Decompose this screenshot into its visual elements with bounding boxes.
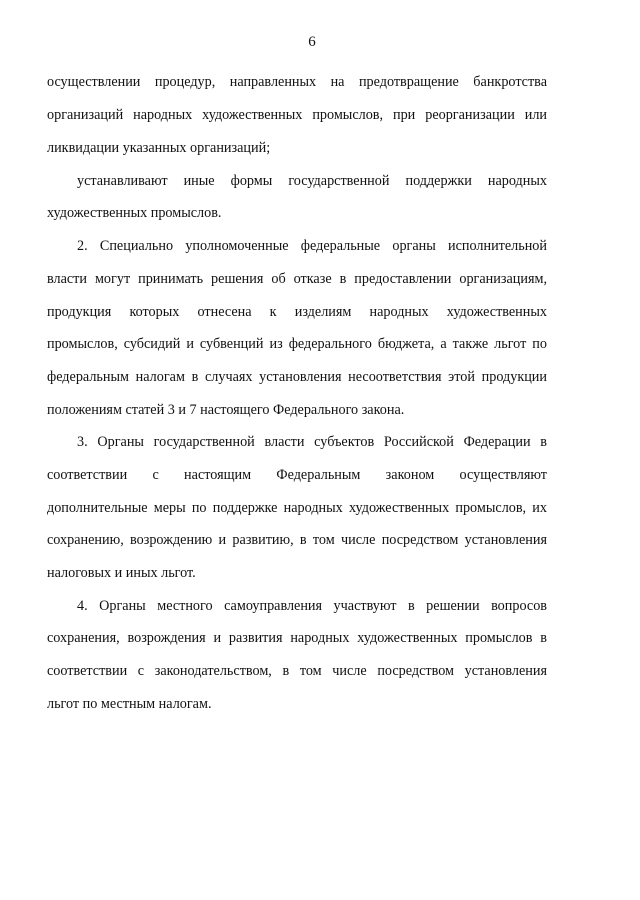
- text-line: 2. Специально уполномоченные федеральные органы исполнительной: [77, 238, 547, 254]
- text-line: промыслов, субсидий и субвенций из федерального бюджета, а также льгот по: [47, 336, 547, 352]
- text-line: продукция которых отнесена к изделиям народных художественных: [47, 304, 547, 320]
- text-line: организаций народных художественных промыслов, при реорганизации или: [47, 107, 547, 123]
- text-line: льгот по местным налогам.: [47, 696, 212, 712]
- text-line: власти могут принимать решения об отказе в предоставлении организациям,: [47, 271, 547, 287]
- text-line: осуществлении процедур, направленных на предотвращение банкротства: [47, 74, 547, 90]
- text-line: дополнительные меры по поддержке народных художественных промыслов, их: [47, 500, 547, 516]
- page-number: 6: [308, 34, 316, 50]
- text-line: сохранению, возрождению и развитию, в том числе посредством установления: [47, 532, 547, 548]
- text-line: федеральным налогам в случаях установления несоответствия этой продукции: [47, 369, 547, 385]
- text-line: устанавливают иные формы государственной поддержки народных: [77, 173, 547, 189]
- text-line: налоговых и иных льгот.: [47, 565, 196, 581]
- text-line: положениям статей 3 и 7 настоящего Федерального закона.: [47, 402, 405, 418]
- text-line: 4. Органы местного самоуправления участвуют в решении вопросов: [77, 598, 547, 614]
- text-line: соответствии с настоящим Федеральным законом осуществляют: [47, 467, 547, 483]
- text-line: 3. Органы государственной власти субъектов Российской Федерации в: [77, 434, 547, 450]
- text-line: ликвидации указанных организаций;: [47, 140, 271, 156]
- text-line: соответствии с законодательством, в том числе посредством установления: [47, 663, 547, 679]
- text-line: сохранения, возрождения и развития народных художественных промыслов в: [47, 630, 547, 646]
- text-line: художественных промыслов.: [47, 205, 222, 221]
